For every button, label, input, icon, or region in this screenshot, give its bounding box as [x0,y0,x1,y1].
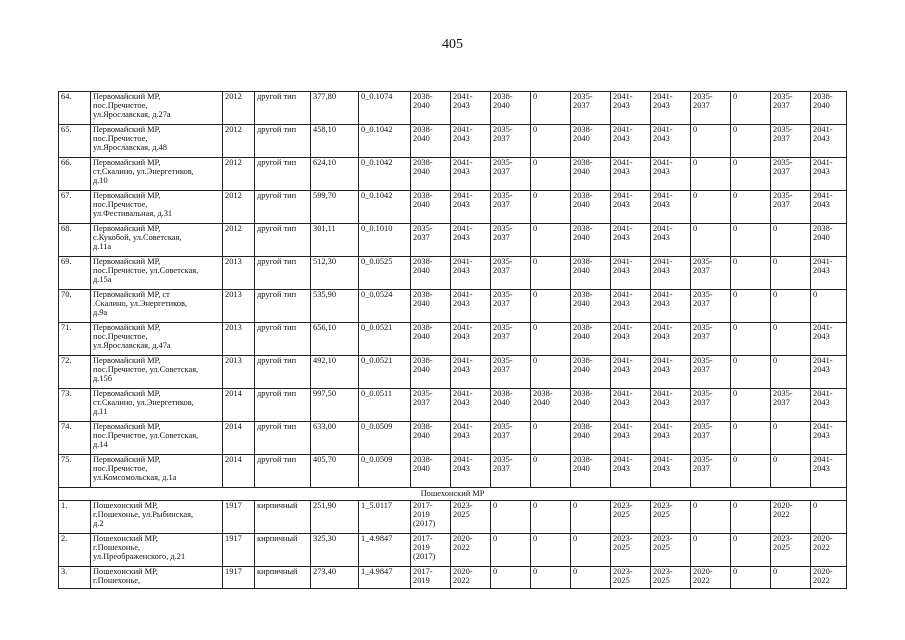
table-cell: 2035- 2037 [491,455,531,488]
table-cell: 0 [731,455,771,488]
table-cell: 2023- 2025 [651,501,691,534]
table-cell: Пошехонский МР, г.Пошехонье, ул.Рыбинская, д.2 [91,501,223,534]
table-cell: 2041- 2043 [651,389,691,422]
table-cell: 2035- 2037 [771,191,811,224]
table-cell: 0 [771,224,811,257]
table-cell: 0 [571,534,611,567]
table-cell: 2041- 2043 [651,92,691,125]
table-cell: 2038- 2040 [491,389,531,422]
table-cell: 0_0.1042 [359,125,411,158]
table-cell: 2035- 2037 [491,191,531,224]
table-row [59,290,847,323]
table-cell: 2035- 2037 [691,290,731,323]
table-cell: 377,80 [311,92,359,125]
table-cell: 2038- 2040 [411,290,451,323]
table-cell: 2035- 2037 [771,158,811,191]
housing-repair-schedule-table [58,91,847,589]
table-cell: 2023- 2025 [611,534,651,567]
table-cell: другой тип [255,125,311,158]
table-cell: 0 [731,567,771,589]
table-cell: 624,10 [311,158,359,191]
table-cell: 2041- 2043 [651,224,691,257]
table-cell: 2041- 2043 [651,455,691,488]
table-cell: Первомайский МР, ст.Скалино, ул.Энергетиков, д.11 [91,389,223,422]
table-cell: 0 [691,191,731,224]
table-cell: 633,00 [311,422,359,455]
table-cell: 0_0.0521 [359,356,411,389]
table-cell: 0_0.1042 [359,191,411,224]
table-cell: 0 [731,323,771,356]
table-cell: 0 [571,567,611,589]
table-cell: 0 [771,567,811,589]
table-cell: 2038- 2040 [571,158,611,191]
table-row [59,455,847,488]
table-cell: 2041- 2043 [451,389,491,422]
table-cell: 0_0.0511 [359,389,411,422]
table-cell: 0 [691,125,731,158]
table-cell: 0 [531,191,571,224]
table-cell: 68. [59,224,91,257]
table-cell: 0 [731,389,771,422]
table-cell: 2035- 2037 [691,356,731,389]
table-cell: 0 [531,501,571,534]
table-cell: 71. [59,323,91,356]
table-cell: 2041- 2043 [611,158,651,191]
table-cell: 0_0.0521 [359,323,411,356]
table-cell: 2020- 2022 [771,501,811,534]
table-cell: 2035- 2037 [491,323,531,356]
table-cell: 2041- 2043 [651,257,691,290]
table-cell: 997,50 [311,389,359,422]
table-cell: 2023- 2025 [651,534,691,567]
table-cell: 2041- 2043 [451,257,491,290]
table-cell: другой тип [255,422,311,455]
table-row [59,92,847,125]
table-cell: 2035- 2037 [691,389,731,422]
table-cell: 2041- 2043 [651,191,691,224]
table-cell: 2041- 2043 [611,224,651,257]
table-cell: Первомайский МР, ст .Скалино, ул.Энергетиков, д.9а [91,290,223,323]
table-cell: 2038- 2040 [571,323,611,356]
table-cell: 0 [771,290,811,323]
table-cell: 2038- 2040 [811,224,847,257]
table-cell: 2013 [223,356,255,389]
table-cell: 0 [731,125,771,158]
table-cell: 2041- 2043 [651,290,691,323]
table-cell: 2035- 2037 [771,125,811,158]
table-cell: 2041- 2043 [451,191,491,224]
page-number: 405 [442,37,463,52]
table-cell: 2035- 2037 [491,257,531,290]
table-cell: 0 [771,422,811,455]
table-row [59,158,847,191]
table-cell: 0 [491,567,531,589]
table-cell: 0 [531,125,571,158]
table-cell: 2041- 2043 [451,92,491,125]
table-cell: 70. [59,290,91,323]
table-cell: 2041- 2043 [611,455,651,488]
table-cell: 2035- 2037 [691,92,731,125]
table-cell: 2035- 2037 [771,389,811,422]
table-row [59,422,847,455]
table-cell: 3. [59,567,91,589]
table-cell: 2041- 2043 [811,158,847,191]
table-cell: 2012 [223,191,255,224]
table-cell: 2041- 2043 [611,257,651,290]
table-cell: 0 [531,356,571,389]
table-cell: 2038- 2040 [571,290,611,323]
table-cell: 2012 [223,92,255,125]
table-cell: 1_4.9847 [359,567,411,589]
table-cell: 2017- 2019 (2017) [411,501,451,534]
table-cell: 64. [59,92,91,125]
table-cell: 0 [771,257,811,290]
table-cell: 2038- 2040 [411,191,451,224]
table-cell: 2041- 2043 [611,356,651,389]
table-cell: 2038- 2040 [571,224,611,257]
table-cell: 2013 [223,290,255,323]
table-cell: 2041- 2043 [811,356,847,389]
table-cell: 2038- 2040 [571,455,611,488]
table-cell: другой тип [255,191,311,224]
table-cell: 2038- 2040 [531,389,571,422]
table-cell: 251,90 [311,501,359,534]
table-cell: 2012 [223,125,255,158]
table-cell: 2014 [223,422,255,455]
table-cell: 0 [731,290,771,323]
table-cell: 2035- 2037 [771,92,811,125]
table-cell: Первомайский МР, с.Кукобой, ул.Советская, д.11а [91,224,223,257]
table-cell: Первомайский МР, пос.Пречистое, ул.Комсомольская, д.1а [91,455,223,488]
table-cell: 2035- 2037 [691,323,731,356]
table-cell: 66. [59,158,91,191]
table-cell: 1. [59,501,91,534]
table-cell: 0_0.1042 [359,158,411,191]
table-cell: 2. [59,534,91,567]
table-cell: 2023- 2025 [451,501,491,534]
table-cell: 75. [59,455,91,488]
table-cell: 2041- 2043 [811,455,847,488]
table-cell: 0 [531,455,571,488]
table-cell: 2041- 2043 [451,290,491,323]
table-cell: 65. [59,125,91,158]
table-cell: 2038- 2040 [411,92,451,125]
table-cell: 0 [531,257,571,290]
table-cell: 0 [691,158,731,191]
table-cell: 2041- 2043 [811,191,847,224]
table-cell: 0 [731,422,771,455]
table-cell: 2041- 2043 [651,356,691,389]
table-cell: 2041- 2043 [451,323,491,356]
table-cell: 2041- 2043 [611,389,651,422]
table-cell: 2038- 2040 [571,422,611,455]
table-cell: 2041- 2043 [611,290,651,323]
table-cell: 2014 [223,455,255,488]
table-cell: 2041- 2043 [811,323,847,356]
table-cell: 2023- 2025 [771,534,811,567]
table-cell: 2023- 2025 [611,501,651,534]
table-cell: 2038- 2040 [411,125,451,158]
table-cell: 2041- 2043 [451,158,491,191]
table-cell: 2020- 2022 [451,567,491,589]
table-row [59,191,847,224]
table-cell: 325,30 [311,534,359,567]
table-cell: 0 [771,356,811,389]
table-cell: 2012 [223,158,255,191]
table-cell: 2017- 2019 [411,567,451,589]
table-cell: 2038- 2040 [411,422,451,455]
table-cell: 72. [59,356,91,389]
table-cell: 0 [531,290,571,323]
table-row [59,323,847,356]
table-cell: 2035- 2037 [491,158,531,191]
table-cell: 0 [811,290,847,323]
table-cell: 0 [731,534,771,567]
table-cell: 0 [811,501,847,534]
table-cell: 656,10 [311,323,359,356]
table-cell: 2035- 2037 [491,356,531,389]
table-cell: 2038- 2040 [571,389,611,422]
table-cell: Пошехонский МР, г.Пошехонье, ул.Преображенского, д.21 [91,534,223,567]
table-cell: 2038- 2040 [491,92,531,125]
table-cell: кирпичный [255,501,311,534]
table-cell: 2013 [223,323,255,356]
table-cell: 2038- 2040 [571,356,611,389]
table-cell: 0 [531,534,571,567]
table-cell: 458,10 [311,125,359,158]
table-body [59,92,847,589]
table-row [59,356,847,389]
table-cell: 2041- 2043 [651,422,691,455]
table-row [59,257,847,290]
table-cell: 0 [731,257,771,290]
table-cell: 2041- 2043 [611,323,651,356]
table-cell: 273,40 [311,567,359,589]
table-cell: 2038- 2040 [571,125,611,158]
table-cell: 2041- 2043 [451,224,491,257]
table-cell: 0 [731,224,771,257]
table-cell: 0_0.0509 [359,422,411,455]
table-cell: 2020- 2022 [811,534,847,567]
table-cell: 2038- 2040 [571,191,611,224]
table-cell: 0 [531,567,571,589]
table-cell: кирпичный [255,567,311,589]
table-cell: 0 [571,501,611,534]
table-cell: 512,30 [311,257,359,290]
table-cell: 73. [59,389,91,422]
table-cell: 599,70 [311,191,359,224]
table-cell: 2035- 2037 [411,389,451,422]
table-cell: Первомайский МР, пос.Пречистое, ул.Фестивальная, д.31 [91,191,223,224]
table-cell: 2041- 2043 [651,158,691,191]
table-cell: 2041- 2043 [451,125,491,158]
table-cell: другой тип [255,158,311,191]
table-cell: другой тип [255,389,311,422]
table-cell: 2041- 2043 [451,422,491,455]
table-cell: 1917 [223,534,255,567]
table-cell: 2041- 2043 [611,191,651,224]
table-cell: 2012 [223,224,255,257]
table-cell: 2041- 2043 [651,125,691,158]
table-cell: 0 [731,191,771,224]
table-row [59,534,847,567]
table-cell: 0_0.0524 [359,290,411,323]
table-cell: 2041- 2043 [811,389,847,422]
table-cell: 0 [531,224,571,257]
table-cell: 2035- 2037 [691,422,731,455]
table-cell: 2038- 2040 [411,257,451,290]
table-cell: 0 [691,501,731,534]
table-cell: 405,70 [311,455,359,488]
table-cell: 1_4.9847 [359,534,411,567]
table-cell: 492,10 [311,356,359,389]
table-cell: 301,11 [311,224,359,257]
table-cell: 0 [531,323,571,356]
table-cell: 2041- 2043 [611,422,651,455]
table-cell: Первомайский МР, пос.Пречистое, ул.Ярославская, д.47а [91,323,223,356]
table-cell: другой тип [255,92,311,125]
table-cell: 2035- 2037 [411,224,451,257]
table-cell: Первомайский МР, пос.Пречистое, ул.Советская, д.15а [91,257,223,290]
table-cell: 2035- 2037 [491,224,531,257]
table-cell: 1_5.0117 [359,501,411,534]
table-cell: Первомайский МР, пос.Пречистое, ул.Советская, д.14 [91,422,223,455]
table-cell: 2041- 2043 [651,323,691,356]
table-cell: другой тип [255,455,311,488]
table-cell: 2038- 2040 [411,323,451,356]
table-cell: 2038- 2040 [411,158,451,191]
table-cell: 2035- 2037 [491,422,531,455]
table-cell: Первомайский МР, пос.Пречистое, ул.Ярославская, д.27а [91,92,223,125]
table-row [59,501,847,534]
table-cell: 0_0.1074 [359,92,411,125]
table-cell: 2035- 2037 [571,92,611,125]
table-cell: Первомайский МР, пос.Пречистое, ул.Советская, д.15б [91,356,223,389]
section-header-row [59,488,847,501]
table-cell: 0_0.0509 [359,455,411,488]
table-cell: 0 [771,455,811,488]
table-cell: другой тип [255,257,311,290]
table-cell: Первомайский МР, пос.Пречистое, ул.Ярославская, д.48 [91,125,223,158]
table-cell: 0 [531,158,571,191]
table-row [59,389,847,422]
table-cell: 0 [731,501,771,534]
table-cell: 2020- 2022 [691,567,731,589]
table-cell: 2017- 2019 (2017) [411,534,451,567]
table-cell: 2020- 2022 [811,567,847,589]
table-cell: 2020- 2022 [451,534,491,567]
table-cell: 2038- 2040 [411,356,451,389]
table-cell: 2041- 2043 [451,356,491,389]
table-cell: 0 [531,422,571,455]
table-cell: 2035- 2037 [691,455,731,488]
table-cell: 2041- 2043 [451,455,491,488]
table-cell: 0 [491,501,531,534]
table-cell: 67. [59,191,91,224]
table-cell: 0 [531,92,571,125]
table-cell: 0_0.0525 [359,257,411,290]
table-cell: 1917 [223,501,255,534]
table-cell: 1917 [223,567,255,589]
table-cell: 0 [771,323,811,356]
table-cell: 2041- 2043 [811,125,847,158]
table-cell: другой тип [255,356,311,389]
table-cell: Первомайский МР, ст.Скалино, ул.Энергетиков, д.10 [91,158,223,191]
table-cell: 2038- 2040 [571,257,611,290]
table-cell: 2038- 2040 [411,455,451,488]
table-cell: Пошехонский МР, г.Пошехонье, [91,567,223,589]
table-cell: 0 [731,158,771,191]
table-cell: 2013 [223,257,255,290]
table-cell: 0 [731,356,771,389]
table-cell: 0 [691,534,731,567]
section-title: Пошехонский МР [59,488,847,501]
table-cell: другой тип [255,290,311,323]
table-cell: другой тип [255,323,311,356]
table-cell: 535,90 [311,290,359,323]
table-cell: 0 [691,224,731,257]
table-cell: другой тип [255,224,311,257]
table-row [59,224,847,257]
table-cell: 69. [59,257,91,290]
table-cell: 2023- 2025 [611,567,651,589]
table-cell: 0 [491,534,531,567]
table-cell: 0_0.1010 [359,224,411,257]
table-row [59,125,847,158]
table-cell: 2038- 2040 [811,92,847,125]
table-cell: 74. [59,422,91,455]
table-cell: 2014 [223,389,255,422]
table-row [59,567,847,589]
table-cell: 2041- 2043 [811,422,847,455]
table-cell: 2035- 2037 [491,125,531,158]
table-cell: 2041- 2043 [611,92,651,125]
table-cell: 0 [731,92,771,125]
table-cell: кирпичный [255,534,311,567]
table-cell: 2023- 2025 [651,567,691,589]
table-cell: 2041- 2043 [611,125,651,158]
table-cell: 2035- 2037 [691,257,731,290]
table-cell: 2041- 2043 [811,257,847,290]
table-cell: 2035- 2037 [491,290,531,323]
